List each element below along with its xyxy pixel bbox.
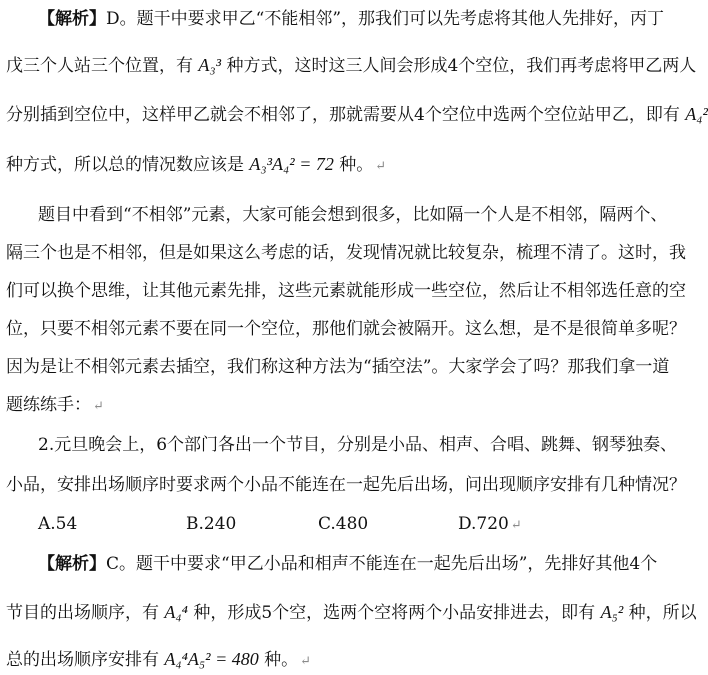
- explanation-line-1: 题目中看到“不相邻”元素，大家可能会想到很多，比如隔一个人是不相邻，隔两个、: [38, 205, 668, 225]
- explanation-line-5: 因为是让不相邻元素去插空，我们称这种方法为“插空法”。大家学会了吗？那我们拿一道: [6, 357, 670, 377]
- explanation-line-4: 位，只要不相邻元素不要在同一个空位，那他们就会被隔开。这么想，是不是很简单多呢？: [6, 319, 686, 339]
- text-segment: 题练练手：: [6, 395, 91, 415]
- analysis-1-line-3: [6, 103, 708, 126]
- text-segment: 总的出场顺序安排有: [6, 650, 159, 670]
- paragraph-mark-icon: ↵: [375, 159, 387, 174]
- option-d: [458, 514, 522, 534]
- option-d-label: D.720: [458, 514, 509, 534]
- analysis-2-line-1: [38, 553, 696, 575]
- answer-options: [38, 514, 698, 536]
- permutation-formula: A₅²: [600, 602, 624, 622]
- explanation-line-6: [6, 394, 696, 418]
- paragraph-mark-icon: ↵: [510, 518, 522, 533]
- analysis-2-text: C。题干中要求“甲乙小品和相声不能连在一起先后出场”，先排好其他4个: [106, 554, 658, 574]
- option-a: A.54: [38, 514, 78, 534]
- permutation-formula: A₃³: [198, 55, 222, 75]
- text-segment: 种。: [339, 155, 374, 175]
- text-segment: 种方式，这时这三人间会形成4个空位，我们再考虑将甲乙两人: [226, 56, 697, 76]
- text-segment: 种，形成5个空，选两个空将两个小品安排进去，即有: [193, 603, 596, 623]
- analysis-1-text: D。题干中要求甲乙“不能相邻”，那我们可以先考虑将其他人先排好，丙丁: [106, 9, 665, 29]
- analysis-2-line-2: [6, 601, 696, 624]
- analysis-1-line-2: [6, 54, 696, 77]
- question-2-line-2: 小品，安排出场顺序时要求两个小品不能连在一起先后出场，问出现顺序安排有几种情况？: [6, 475, 686, 495]
- analysis-tag: 【解析】: [38, 554, 106, 574]
- option-b: B.240: [186, 514, 237, 534]
- paragraph-mark-icon: ↵: [300, 654, 312, 669]
- analysis-2-line-3: [6, 648, 696, 673]
- permutation-formula: A₄²: [685, 104, 708, 124]
- analysis-1-line-4: [6, 153, 696, 178]
- explanation-line-3: 们可以换个思维，让其他元素先排，这些元素就能形成一些空位，然后让不相邻选任意的空: [6, 281, 686, 301]
- text-segment: 种，所以: [628, 603, 697, 623]
- text-segment: 种方式，所以总的情况数应该是: [6, 155, 244, 175]
- option-c: C.480: [318, 514, 369, 534]
- explanation-line-2: 隔三个也是不相邻，但是如果这么考虑的话，发现情况就比较复杂，梳理不清了。这时，我: [6, 243, 686, 263]
- result-formula: A₄⁴A₅² = 480: [164, 649, 259, 669]
- text-segment: 分别插到空位中，这样甲乙就会不相邻了，那就需要从4个空位中选两个空位站甲乙，即有: [6, 105, 680, 125]
- analysis-1-line-1: [38, 8, 696, 30]
- analysis-tag: 【解析】: [38, 9, 106, 29]
- text-segment: 节目的出场顺序，有: [6, 603, 159, 623]
- question-2-line-1: 2.元旦晚会上，6个部门各出一个节目，分别是小品、相声、合唱、跳舞、钢琴独奏、: [38, 435, 678, 455]
- paragraph-mark-icon: ↵: [93, 399, 104, 414]
- text-segment: 种。: [264, 650, 299, 670]
- permutation-formula: A₄⁴: [164, 602, 188, 622]
- text-segment: 戊三个人站三个位置，有: [6, 56, 193, 76]
- result-formula: A₃³A₄² = 72: [249, 154, 334, 174]
